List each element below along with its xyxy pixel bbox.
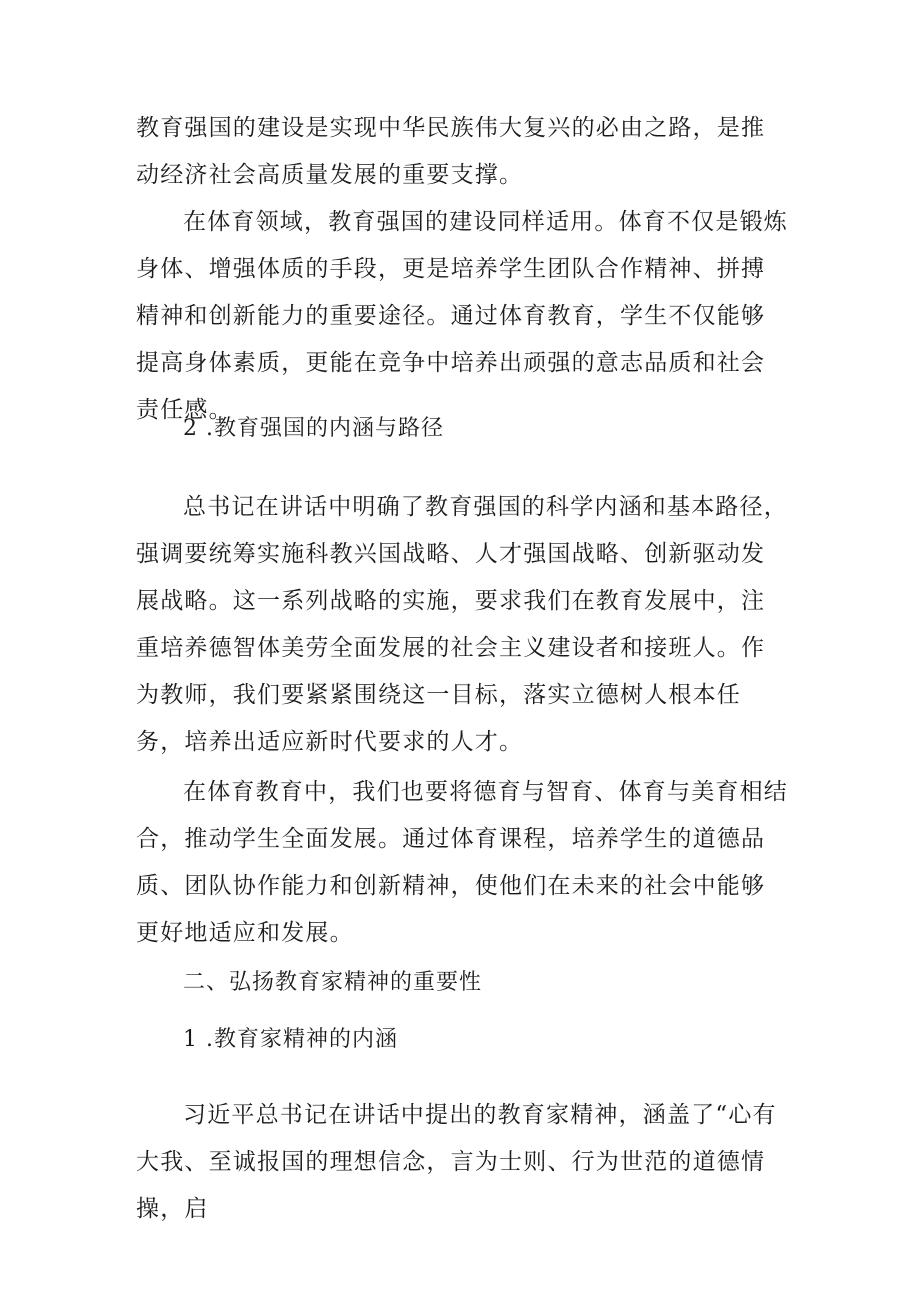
paragraph-5: 习近平总书记在讲话中提出的教育家精神，涵盖了“心有大我、至诚报国的理想信念，言为士则、行为世范的道德情操，启: [136, 1102, 777, 1222]
subsection-heading-1: 1 .教育家精神的内涵: [183, 1027, 398, 1052]
chapter-heading-2: 二、弘扬教育家精神的重要性: [183, 970, 483, 995]
paragraph-3: 总书记在讲话中明确了教育强国的科学内涵和基本路径，强调要统筹实施科教兴国战略、人才强国战略、创新驱动发展战略。这一系列战略的实施，要求我们在教育发展中，注重培养德智体美劳全面发展的社会主义建设者和接班人。作为教师，我们要紧紧围绕这一目标，落实立德树人根本任务，培养出适应新时代要求的人才。: [136, 494, 788, 755]
paragraph-4: 在体育教育中，我们也要将德育与智育、体育与美育相结合，推动学生全面发展。通过体育课程，培养学生的道德品质、团队协作能力和创新精神，使他们在未来的社会中能够更好地适应和发展。: [136, 779, 788, 946]
paragraph-2: 在体育领域，教育强国的建设同样适用。体育不仅是锻炼身体、增强体质的手段，更是培养学生团队合作精神、拼搏精神和创新能力的重要途径。通过体育教育，学生不仅能够提高身体素质，更能在竞争中培养出顽强的意志品质和社会责任感。: [136, 209, 788, 423]
paragraph-1: 教育强国的建设是实现中华民族伟大复兴的必由之路，是推动经济社会高质量发展的重要支撑。: [136, 115, 766, 188]
section-heading-2: 2 .教育强国的内涵与路径: [183, 416, 444, 441]
